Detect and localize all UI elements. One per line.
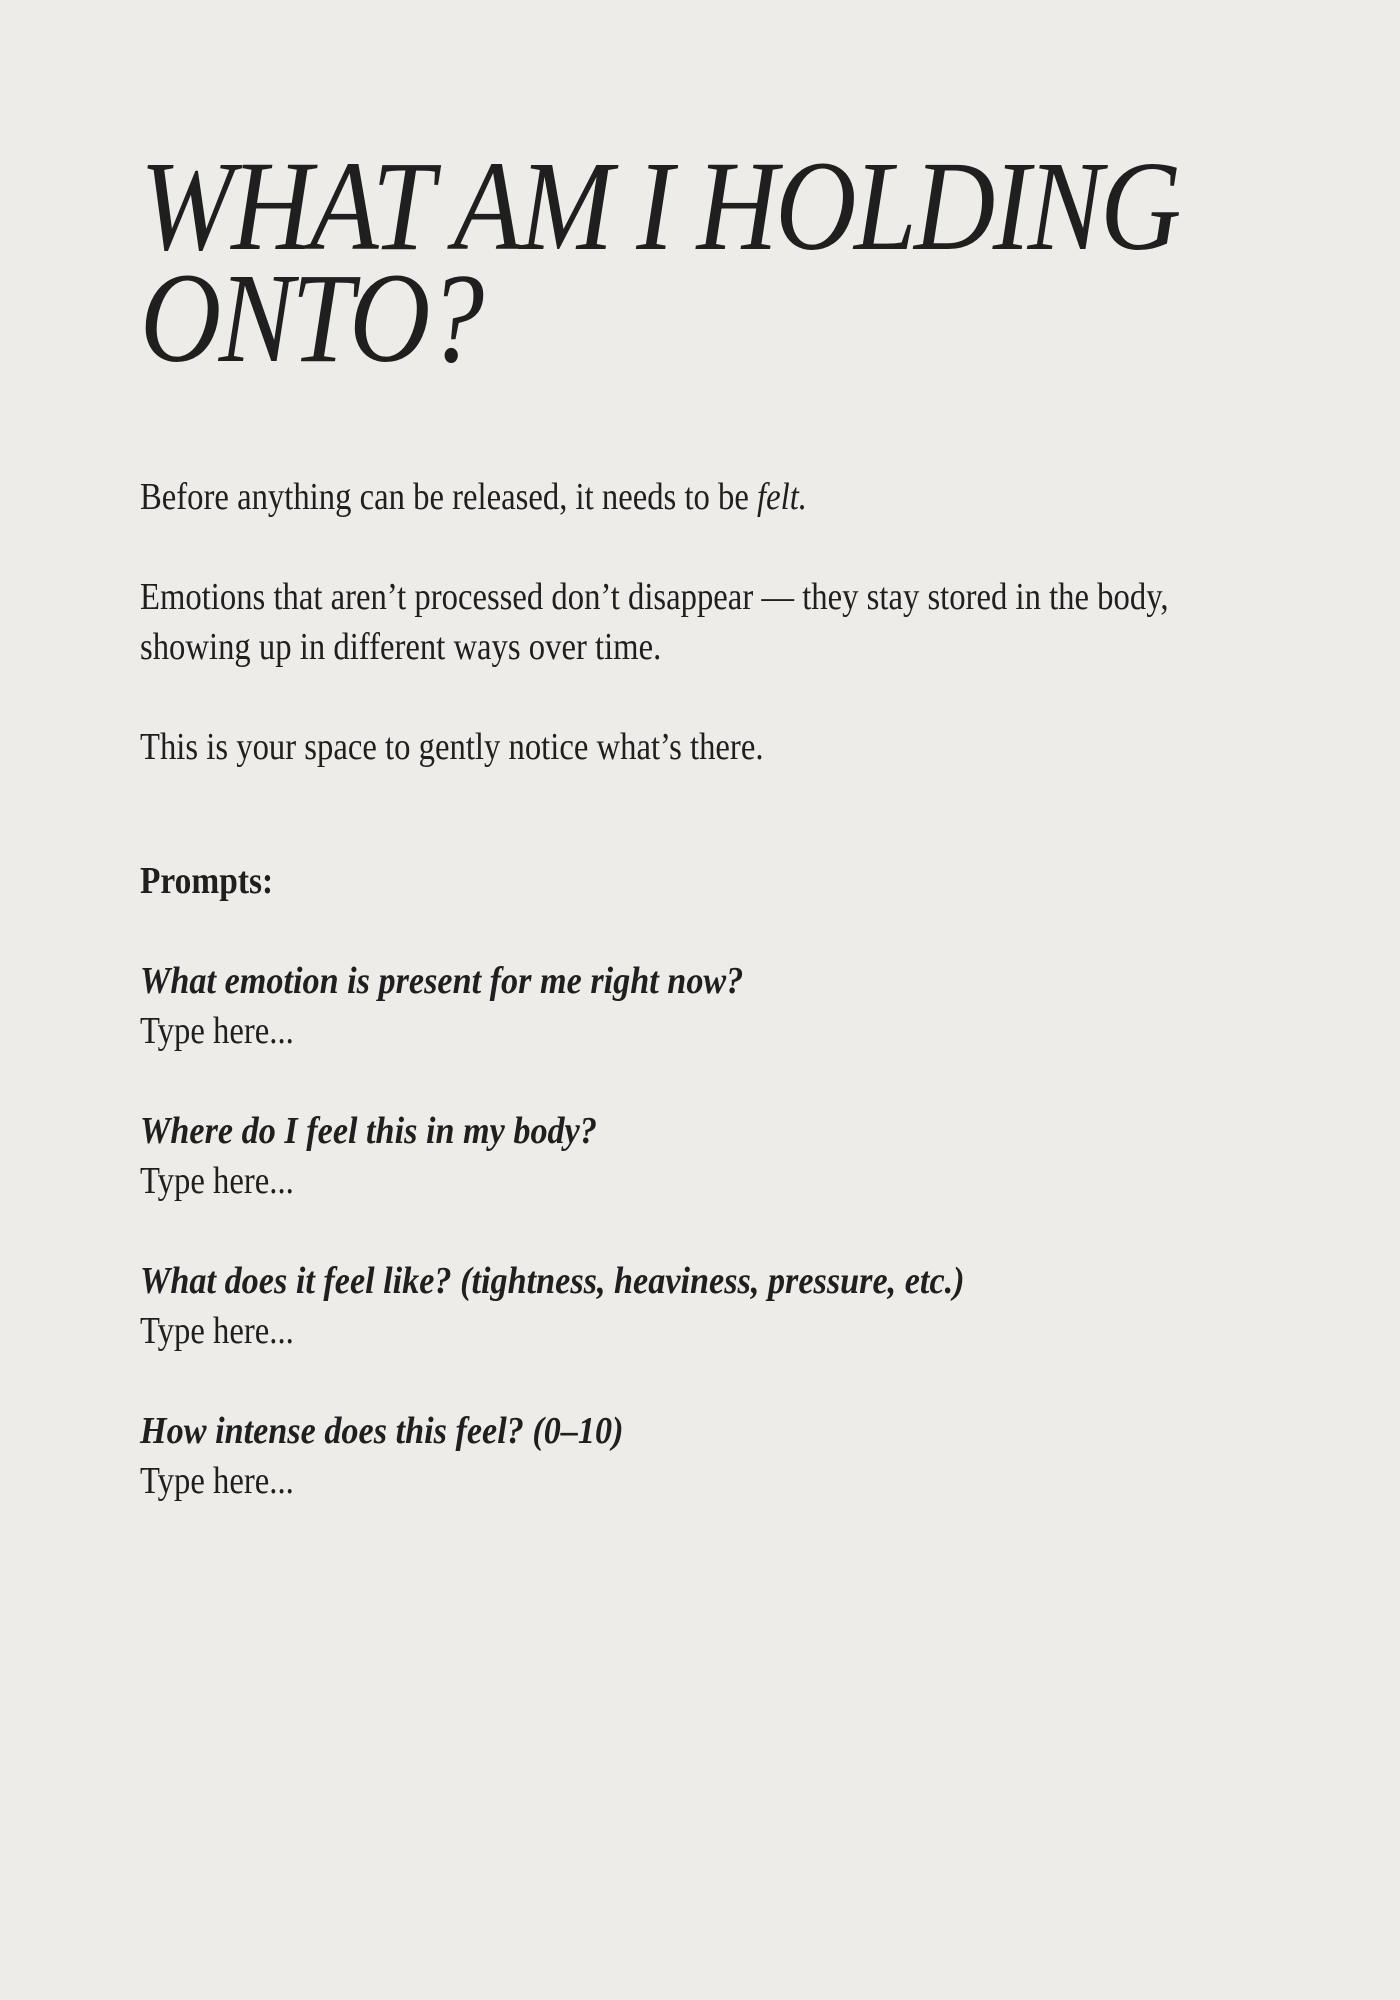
prompt-item (140, 1256, 1300, 1356)
intro-emphasis: felt. (757, 476, 807, 518)
prompt-question: What does it feel like? (tightness, heaviness, pressure, etc.) (140, 1260, 965, 1302)
prompt-item (140, 956, 1300, 1056)
worksheet-page (140, 135, 1300, 1506)
page-title: WHAT AM I HOLDING ONTO? (140, 135, 1179, 389)
intro-paragraph-3: This is your space to gently notice what’s there. (140, 726, 764, 768)
prompt-item (140, 1106, 1300, 1206)
prompt-answer-field[interactable]: Type here... (140, 1160, 294, 1202)
prompt-answer-field[interactable]: Type here... (140, 1010, 294, 1052)
prompt-question: Where do I feel this in my body? (140, 1110, 597, 1152)
intro-paragraph-2: Emotions that aren’t processed don’t disappear — they stay stored in the body, showing up in different ways over time. (140, 576, 1169, 668)
prompt-answer-field[interactable]: Type here... (140, 1310, 294, 1352)
prompt-question: What emotion is present for me right now? (140, 960, 744, 1002)
prompt-answer-field[interactable]: Type here... (140, 1460, 294, 1502)
intro-paragraph-1 (140, 472, 1258, 522)
prompt-item (140, 1406, 1300, 1506)
intro-section (140, 472, 1300, 772)
prompts-heading: Prompts: (140, 860, 274, 902)
intro-paragraph-1-text: Before anything can be released, it needs to be (140, 476, 758, 518)
prompt-question: How intense does this feel? (0–10) (140, 1410, 624, 1452)
